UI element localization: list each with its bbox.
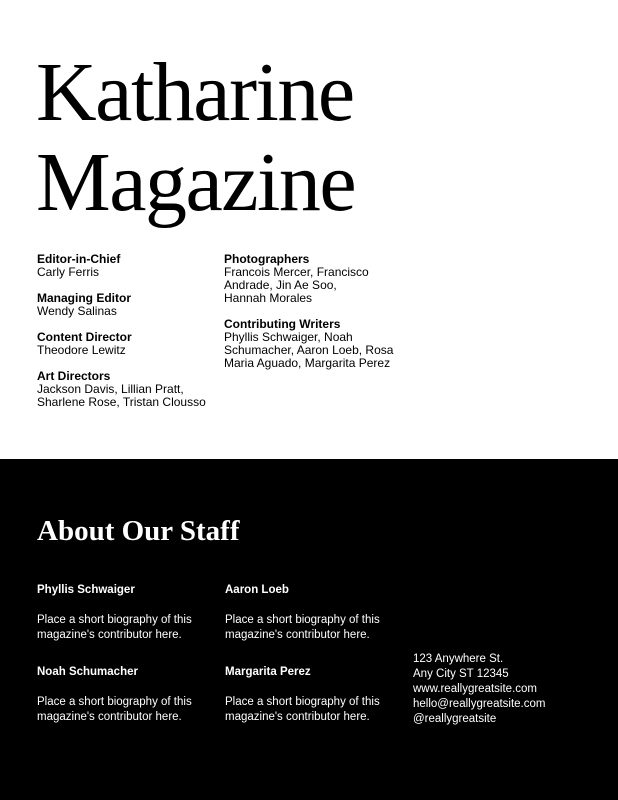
credit-role: Contributing Writers: [224, 317, 341, 331]
credit-photographers: [224, 253, 404, 305]
credit-editor-in-chief: [37, 253, 212, 279]
credit-contributing-writers: [224, 318, 404, 370]
address-line-2: Any City ST 12345: [413, 668, 509, 680]
credit-role: Art Directors: [37, 369, 111, 383]
staff-bio: Place a short biography of this magazine's contributor here.: [37, 696, 192, 723]
email-link[interactable]: hello@reallygreatsite.com: [413, 698, 546, 710]
section-heading: About Our Staff: [37, 515, 240, 547]
staff-name: Phyllis Schwaiger: [37, 584, 135, 596]
credit-content-director: [37, 331, 212, 357]
credit-role: Managing Editor: [37, 291, 131, 305]
magazine-title: [36, 48, 355, 228]
credits-left-column: [37, 253, 212, 422]
credit-names: Wendy Salinas: [37, 304, 117, 318]
credit-role: Photographers: [224, 252, 310, 266]
staff-name: Margarita Perez: [225, 666, 311, 678]
credit-names: Phyllis Schwaiger, Noah Schumacher, Aaron Loeb, Rosa Maria Aguado, Margarita Perez: [224, 330, 394, 370]
about-staff-section: [0, 459, 618, 800]
credit-names: Theodore Lewitz: [37, 343, 126, 357]
staff-bio: Place a short biography of this magazine's contributor here.: [225, 614, 380, 641]
credit-managing-editor: [37, 292, 212, 318]
credit-names: Jackson Davis, Lillian Pratt, Sharlene Rose, Tristan Clousso: [37, 382, 206, 409]
website-link[interactable]: www.reallygreatsite.com: [413, 683, 537, 695]
staff-bio: Place a short biography of this magazine's contributor here.: [37, 614, 192, 641]
credit-art-directors: [37, 370, 212, 409]
contact-block: [413, 652, 603, 727]
credit-role: Content Director: [37, 330, 132, 344]
title-line-1: Katharine: [36, 46, 354, 139]
title-line-2: Magazine: [36, 136, 356, 229]
staff-card: [225, 665, 405, 725]
staff-card: [37, 665, 217, 725]
credit-role: Editor-in-Chief: [37, 252, 121, 266]
address-line-1: 123 Anywhere St.: [413, 653, 504, 665]
staff-card: [37, 583, 217, 643]
credit-names: Carly Ferris: [37, 265, 99, 279]
credit-names: Francois Mercer, Francisco Andrade, Jin Ae Soo, Hannah Morales: [224, 265, 369, 305]
credits-right-column: [224, 253, 404, 383]
staff-bio: Place a short biography of this magazine's contributor here.: [225, 696, 380, 723]
staff-name: Noah Schumacher: [37, 666, 138, 678]
staff-name: Aaron Loeb: [225, 584, 289, 596]
social-handle[interactable]: @reallygreatsite: [413, 713, 497, 725]
staff-card: [225, 583, 405, 643]
